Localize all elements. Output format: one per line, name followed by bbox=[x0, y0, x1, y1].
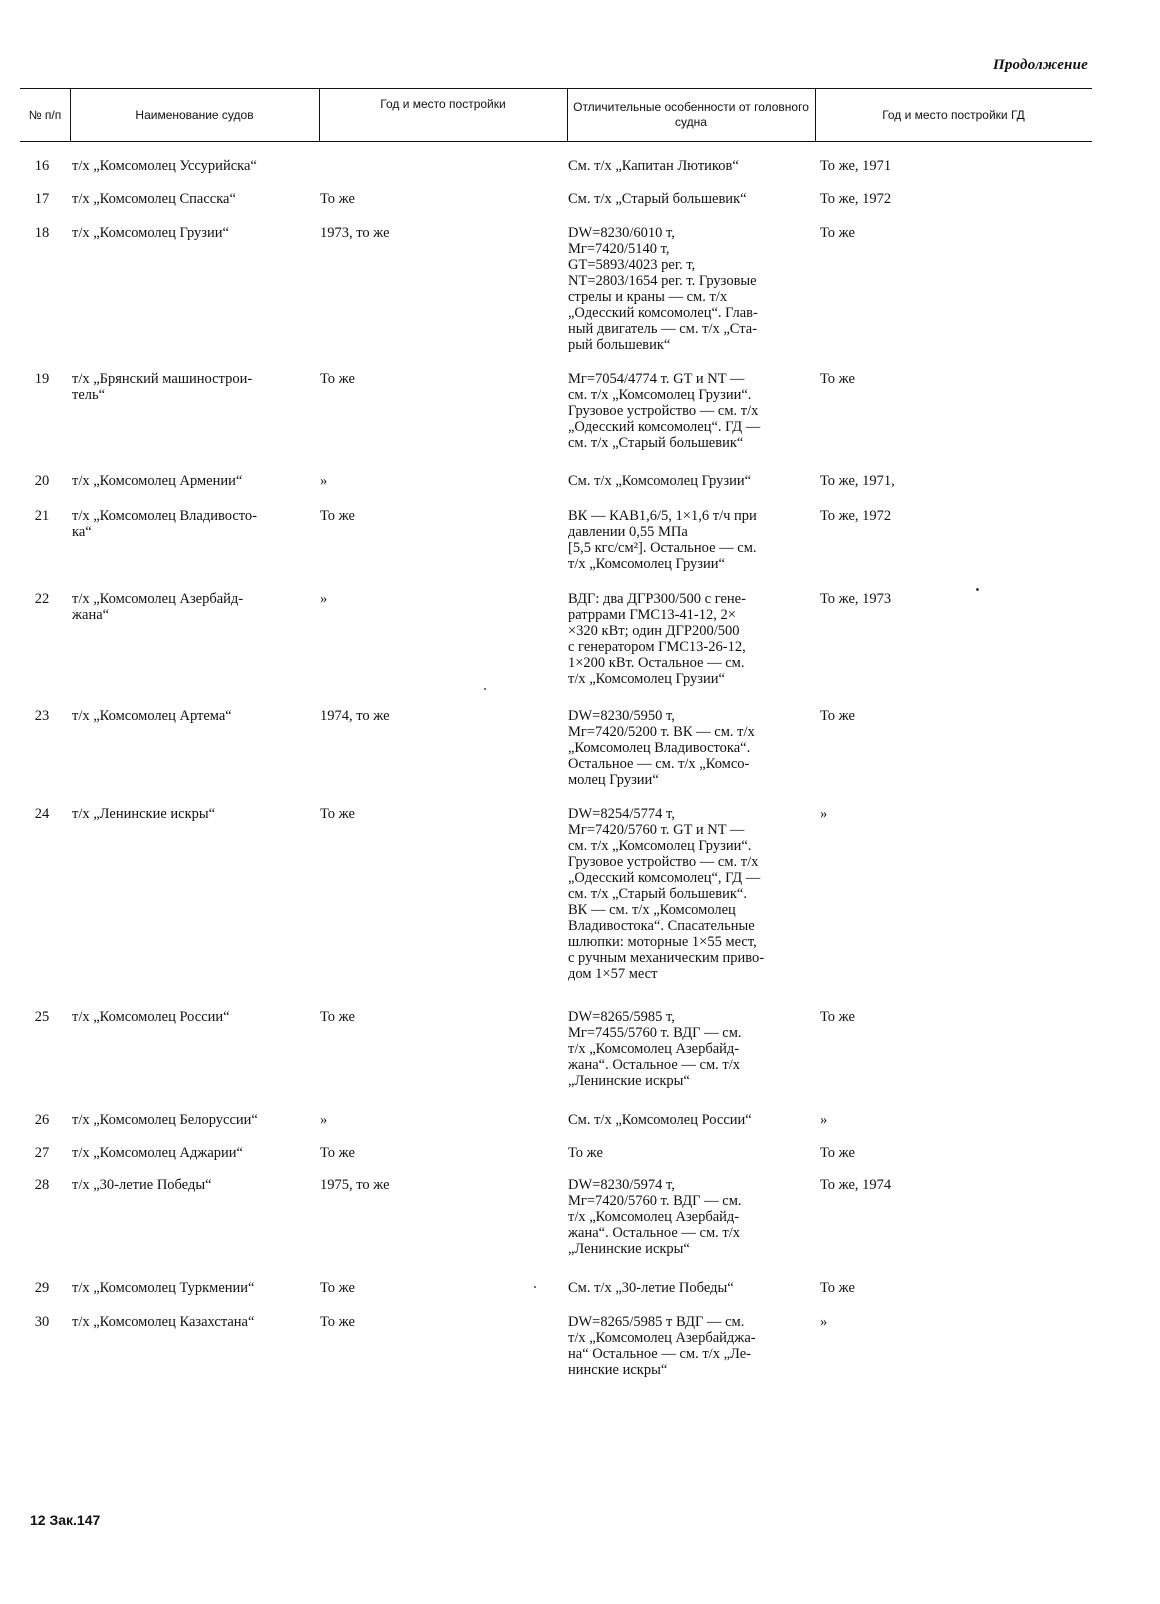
engine-year-line: То же bbox=[820, 1280, 855, 1296]
features-line: [5,5 кгс/см²]. Остальное — см. bbox=[568, 540, 757, 556]
engine-year bbox=[820, 806, 1090, 822]
engine-year-line: То же, 1973 bbox=[820, 591, 892, 607]
ship-name-line: т/х „Ленинские искры“ bbox=[72, 806, 216, 822]
features bbox=[568, 191, 816, 207]
features-line: Остальное — см. т/х „Комсо- bbox=[568, 756, 750, 772]
features-line: см. т/х „Старый большевик“. bbox=[568, 886, 747, 902]
row-number-line: 24 bbox=[34, 806, 50, 822]
features bbox=[568, 508, 816, 572]
features-line: с ручным механическим приво- bbox=[568, 950, 765, 966]
ship-name-line: т/х „Комсомолец Казахстана“ bbox=[72, 1314, 255, 1330]
features-line: т/х „Комсомолец Грузии“ bbox=[568, 671, 725, 687]
engine-year-line: То же bbox=[820, 1009, 855, 1025]
features-line: DW=8265/5985 т, bbox=[568, 1009, 675, 1025]
build-year bbox=[320, 371, 560, 387]
features-line: Mг=7420/5760 т. GT и NT — bbox=[568, 822, 745, 838]
features bbox=[568, 158, 816, 174]
build-year bbox=[320, 708, 560, 724]
ship-name-line: т/х „Брянский машинострои- bbox=[72, 371, 253, 387]
features-line: Владивостока“. Спасательные bbox=[568, 918, 755, 934]
build-year-line: То же bbox=[320, 806, 355, 822]
row-number-line: 20 bbox=[34, 473, 50, 489]
build-year bbox=[320, 1314, 560, 1330]
features-line: Mг=7420/5200 т. ВК — см. т/х bbox=[568, 724, 755, 740]
build-year bbox=[320, 225, 560, 241]
build-year bbox=[320, 1112, 560, 1128]
build-year-line: То же bbox=[320, 1280, 355, 1296]
features-line: на“ Остальное — см. т/х „Ле- bbox=[568, 1346, 751, 1362]
build-year-line: 1973, то же bbox=[320, 225, 390, 241]
ship-name-line: т/х „Комсомолец Аджарии“ bbox=[72, 1145, 243, 1161]
row-number bbox=[24, 708, 60, 724]
ship-name-line: т/х „Комсомолец Владивосто- bbox=[72, 508, 257, 524]
row-number bbox=[24, 1009, 60, 1025]
features bbox=[568, 806, 816, 982]
features bbox=[568, 1112, 816, 1128]
features-line: Mг=7054/4774 т. GT и NT — bbox=[568, 371, 745, 387]
features bbox=[568, 1280, 816, 1296]
build-year-line: То же bbox=[320, 1314, 355, 1330]
header-engine-year: Год и место постройки ГД bbox=[882, 107, 1025, 122]
features-line: ×320 кВт; один ДГР200/500 bbox=[568, 623, 740, 639]
build-year bbox=[320, 591, 560, 607]
engine-year bbox=[820, 191, 1090, 207]
ship-name-line: тель“ bbox=[72, 387, 106, 403]
features-line: см. т/х „Комсомолец Грузии“. bbox=[568, 387, 752, 403]
ship-name-line: т/х „Комсомолец России“ bbox=[72, 1009, 230, 1025]
features-line: см. т/х „Комсомолец Грузии“. bbox=[568, 838, 752, 854]
features-line: См. т/х „Капитан Лютиков“ bbox=[568, 158, 739, 174]
engine-year-line: То же bbox=[820, 708, 855, 724]
page-footer: 12 Зак.147 bbox=[30, 1512, 101, 1528]
engine-year bbox=[820, 371, 1090, 387]
engine-year bbox=[820, 1177, 1090, 1193]
features-line: ратррами ГМС13-41-12, 2× bbox=[568, 607, 736, 623]
scan-speck bbox=[976, 588, 979, 591]
features-line: рый большевик“ bbox=[568, 337, 671, 353]
header-features: Отличительные особенности от головного судна bbox=[573, 100, 809, 129]
ship-name-line: т/х „Комсомолец Артема“ bbox=[72, 708, 232, 724]
engine-year bbox=[820, 1112, 1090, 1128]
features-line: давлении 0,55 МПа bbox=[568, 524, 688, 540]
row-number-line: 23 bbox=[34, 708, 50, 724]
engine-year bbox=[820, 1314, 1090, 1330]
features-line: ный двигатель — см. т/х „Ста- bbox=[568, 321, 758, 337]
features-line: См. т/х „Комсомолец России“ bbox=[568, 1112, 752, 1128]
table-header bbox=[20, 88, 1092, 142]
engine-year-line: То же, 1972 bbox=[820, 508, 892, 524]
ship-name bbox=[72, 1280, 322, 1296]
features-line: дом 1×57 мест bbox=[568, 966, 658, 982]
engine-year-line: То же, 1974 bbox=[820, 1177, 892, 1193]
row-number-line: 16 bbox=[34, 158, 50, 174]
header-ship-name: Наименование судов bbox=[135, 107, 254, 122]
features-line: GT=5893/4023 рег. т, bbox=[568, 257, 696, 273]
engine-year bbox=[820, 508, 1090, 524]
ship-name-line: т/х „Комсомолец Армении“ bbox=[72, 473, 243, 489]
ship-name-line: т/х „Комсомолец Уссурийска“ bbox=[72, 158, 257, 174]
features-line: нинские искры“ bbox=[568, 1362, 668, 1378]
features-line: Грузовое устройство — см. т/х bbox=[568, 854, 759, 870]
engine-year bbox=[820, 158, 1090, 174]
features-line: „Ленинские искры“ bbox=[568, 1073, 690, 1089]
row-number bbox=[24, 371, 60, 387]
row-number-line: 29 bbox=[34, 1280, 50, 1296]
row-number-line: 25 bbox=[34, 1009, 50, 1025]
row-number-line: 22 bbox=[34, 591, 50, 607]
ship-name bbox=[72, 806, 322, 822]
row-number bbox=[24, 473, 60, 489]
features-line: шлюпки: моторные 1×55 мест, bbox=[568, 934, 757, 950]
ship-name-line: т/х „Комсомолец Грузии“ bbox=[72, 225, 229, 241]
build-year-line: То же bbox=[320, 1145, 355, 1161]
row-number bbox=[24, 1177, 60, 1193]
row-number bbox=[24, 1314, 60, 1330]
build-year bbox=[320, 1145, 560, 1161]
ship-name bbox=[72, 371, 322, 403]
engine-year bbox=[820, 591, 1090, 607]
ship-name-line: т/х „Комсомолец Туркмении“ bbox=[72, 1280, 255, 1296]
ship-name-line: т/х „Комсомолец Белоруссии“ bbox=[72, 1112, 258, 1128]
features-line: DW=8230/6010 т, bbox=[568, 225, 675, 241]
ship-name bbox=[72, 191, 322, 207]
features-line: жана“. Остальное — см. т/х bbox=[568, 1057, 741, 1073]
engine-year-line: То же, 1972 bbox=[820, 191, 892, 207]
engine-year bbox=[820, 1145, 1090, 1161]
row-number bbox=[24, 508, 60, 524]
engine-year-line: » bbox=[820, 1314, 828, 1330]
ship-name bbox=[72, 1177, 322, 1193]
build-year-line: То же bbox=[320, 1009, 355, 1025]
features bbox=[568, 708, 816, 788]
ship-name bbox=[72, 1009, 322, 1025]
engine-year-line: » bbox=[820, 1112, 828, 1128]
build-year-line: 1975, то же bbox=[320, 1177, 390, 1193]
build-year bbox=[320, 806, 560, 822]
row-number-line: 18 bbox=[34, 225, 50, 241]
build-year bbox=[320, 1280, 560, 1296]
features-line: NT=2803/1654 рег. т. Грузовые bbox=[568, 273, 757, 289]
features bbox=[568, 1145, 816, 1161]
row-number-line: 27 bbox=[34, 1145, 50, 1161]
ship-name-line: т/х „Комсомолец Азербайд- bbox=[72, 591, 244, 607]
ship-name bbox=[72, 473, 322, 489]
engine-year bbox=[820, 225, 1090, 241]
continued-label: Продолжение bbox=[992, 57, 1088, 73]
build-year bbox=[320, 1177, 560, 1193]
features bbox=[568, 1009, 816, 1089]
row-number bbox=[24, 1112, 60, 1128]
features-line: ВК — см. т/х „Комсомолец bbox=[568, 902, 736, 918]
features-line: Mг=7420/5760 т. ВДГ — см. bbox=[568, 1193, 742, 1209]
features-line: см. т/х „Старый большевик“ bbox=[568, 435, 744, 451]
ship-name bbox=[72, 708, 322, 724]
build-year bbox=[320, 191, 560, 207]
engine-year bbox=[820, 1280, 1090, 1296]
row-number bbox=[24, 591, 60, 607]
features-line: ВК — КАВ1,6/5, 1×1,6 т/ч при bbox=[568, 508, 757, 524]
features bbox=[568, 371, 816, 451]
scan-speck bbox=[484, 688, 486, 690]
features-line: См. т/х „30-летие Победы“ bbox=[568, 1280, 734, 1296]
features-line: DW=8254/5774 т, bbox=[568, 806, 675, 822]
row-number bbox=[24, 806, 60, 822]
scan-speck bbox=[534, 1286, 536, 1288]
row-number bbox=[24, 225, 60, 241]
features-line: молец Грузии“ bbox=[568, 772, 659, 788]
features-line: Mг=7420/5140 т, bbox=[568, 241, 670, 257]
row-number bbox=[24, 191, 60, 207]
engine-year-line: То же, 1971 bbox=[820, 158, 892, 174]
features-line: DW=8265/5985 т ВДГ — см. bbox=[568, 1314, 745, 1330]
build-year-line: То же bbox=[320, 508, 355, 524]
ship-name bbox=[72, 1112, 322, 1128]
engine-year bbox=[820, 1009, 1090, 1025]
features bbox=[568, 1314, 816, 1378]
row-number-line: 28 bbox=[34, 1177, 50, 1193]
row-number-line: 30 bbox=[34, 1314, 50, 1330]
features-line: т/х „Комсомолец Азербайд- bbox=[568, 1041, 740, 1057]
features-line: Грузовое устройство — см. т/х bbox=[568, 403, 759, 419]
features-line: См. т/х „Комсомолец Грузии“ bbox=[568, 473, 752, 489]
build-year bbox=[320, 473, 560, 489]
ship-name bbox=[72, 158, 322, 174]
row-number-line: 17 bbox=[34, 191, 50, 207]
features-line: DW=8230/5950 т, bbox=[568, 708, 675, 724]
engine-year-line: То же bbox=[820, 1145, 855, 1161]
features-line: ВДГ: два ДГР300/500 с гене- bbox=[568, 591, 746, 607]
ship-name-line: т/х „30-летие Победы“ bbox=[72, 1177, 212, 1193]
engine-year-line: » bbox=[820, 806, 828, 822]
ship-name bbox=[72, 508, 322, 540]
features-line: „Комсомолец Владивостока“. bbox=[568, 740, 751, 756]
ship-name-line: ка“ bbox=[72, 524, 92, 540]
row-number bbox=[24, 158, 60, 174]
ship-name-line: т/х „Комсомолец Спасска“ bbox=[72, 191, 236, 207]
build-year-line: 1974, то же bbox=[320, 708, 390, 724]
row-number bbox=[24, 1280, 60, 1296]
engine-year bbox=[820, 708, 1090, 724]
build-year-line: То же bbox=[320, 371, 355, 387]
features-line: „Ленинские искры“ bbox=[568, 1241, 690, 1257]
features bbox=[568, 473, 816, 489]
build-year bbox=[320, 508, 560, 524]
features-line: DW=8230/5974 т, bbox=[568, 1177, 675, 1193]
build-year-line: То же bbox=[320, 191, 355, 207]
features-line: т/х „Комсомолец Грузии“ bbox=[568, 556, 725, 572]
features-line: „Одесский комсомолец“, ГД — bbox=[568, 870, 761, 886]
build-year-line: » bbox=[320, 591, 328, 607]
ship-name bbox=[72, 225, 322, 241]
row-number-line: 26 bbox=[34, 1112, 50, 1128]
header-number: № п/п bbox=[28, 107, 62, 122]
engine-year-line: То же bbox=[820, 225, 855, 241]
ship-name bbox=[72, 591, 322, 623]
row-number bbox=[24, 1145, 60, 1161]
features-line: 1×200 кВт. Остальное — см. bbox=[568, 655, 745, 671]
ship-name-line: жана“ bbox=[72, 607, 110, 623]
features bbox=[568, 1177, 816, 1257]
build-year-line: » bbox=[320, 473, 328, 489]
features-line: „Одесский комсомолец“. Глав- bbox=[568, 305, 758, 321]
features-line: жана“. Остальное — см. т/х bbox=[568, 1225, 741, 1241]
features-line: стрелы и краны — см. т/х bbox=[568, 289, 728, 305]
row-number-line: 21 bbox=[34, 508, 50, 524]
build-year bbox=[320, 1009, 560, 1025]
row-number-line: 19 bbox=[34, 371, 50, 387]
build-year-line: » bbox=[320, 1112, 328, 1128]
features-line: „Одесский комсомолец“. ГД — bbox=[568, 419, 761, 435]
features-line: т/х „Комсомолец Азербайджа- bbox=[568, 1330, 756, 1346]
features-line: То же bbox=[568, 1145, 603, 1161]
engine-year-line: То же, 1971, bbox=[820, 473, 895, 489]
features-line: т/х „Комсомолец Азербайд- bbox=[568, 1209, 740, 1225]
engine-year-line: То же bbox=[820, 371, 855, 387]
features bbox=[568, 591, 816, 687]
ship-name bbox=[72, 1314, 322, 1330]
features bbox=[568, 225, 816, 353]
ship-name bbox=[72, 1145, 322, 1161]
features-line: Mг=7455/5760 т. ВДГ — см. bbox=[568, 1025, 742, 1041]
header-build-year: Год и место постройки bbox=[380, 97, 506, 111]
engine-year bbox=[820, 473, 1090, 489]
ships-table bbox=[20, 88, 1092, 1378]
features-line: См. т/х „Старый большевик“ bbox=[568, 191, 747, 207]
features-line: с генератором ГМС13-26-12, bbox=[568, 639, 746, 655]
